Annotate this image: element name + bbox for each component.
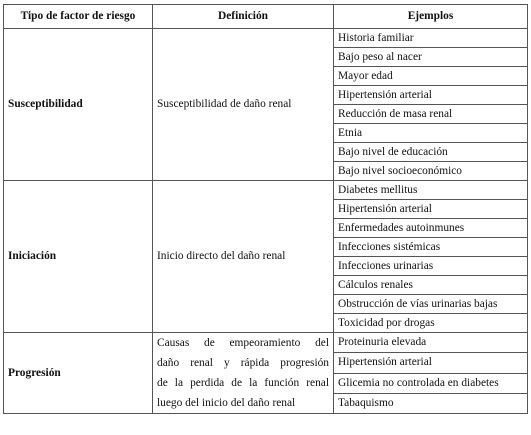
example-cell: Mayor edad xyxy=(334,67,528,86)
header-row xyxy=(4,5,528,29)
header-definition: Definición xyxy=(153,5,334,29)
example-cell: Hipertensión arterial xyxy=(334,200,528,219)
definition-line: Causas de empeoramiento del xyxy=(157,337,329,349)
definition-line: daño renal y rápida progresión xyxy=(157,357,329,369)
example-cell: Cálculos renales xyxy=(334,276,528,295)
example-cell: Toxicidad por drogas xyxy=(334,314,528,333)
header-factor-type: Tipo de factor de riesgo xyxy=(4,5,153,29)
factor-type-cell: Susceptibilidad xyxy=(4,29,153,181)
example-cell: Etnia xyxy=(334,124,528,143)
definition-cell xyxy=(153,333,334,414)
example-cell: Infecciones urinarias xyxy=(334,257,528,276)
example-cell: Infecciones sistémicas xyxy=(334,238,528,257)
factor-type-cell: Iniciación xyxy=(4,181,153,333)
example-cell: Reducción de masa renal xyxy=(334,105,528,124)
example-cell: Tabaquismo xyxy=(334,393,528,413)
example-cell: Enfermedades autoinmunes xyxy=(334,219,528,238)
table-row xyxy=(4,29,528,48)
example-cell: Diabetes mellitus xyxy=(334,181,528,200)
table-row xyxy=(4,181,528,200)
example-cell: Bajo nivel de educación xyxy=(334,143,528,162)
example-cell: Glicemia no controlada en diabetes xyxy=(334,373,528,393)
example-cell: Proteinuria elevada xyxy=(334,333,528,353)
example-cell: Bajo nivel socioeconómico xyxy=(334,162,528,181)
example-cell: Hipertensión arterial xyxy=(334,353,528,373)
table-body xyxy=(4,29,528,414)
definition-line: luego del inicio del daño renal xyxy=(157,397,296,409)
definition-line: Inicio directo del daño renal xyxy=(157,250,286,262)
definition-cell xyxy=(153,29,334,181)
definition-line: de la perdida de la función renal xyxy=(157,377,329,389)
example-cell: Hipertensión arterial xyxy=(334,86,528,105)
risk-factor-table xyxy=(3,4,528,414)
factor-type-cell: Progresión xyxy=(4,333,153,414)
header-examples: Ejemplos xyxy=(334,5,528,29)
example-cell: Obstrucción de vías urinarias bajas xyxy=(334,295,528,314)
definition-cell xyxy=(153,181,334,333)
table-row xyxy=(4,333,528,353)
definition-line: Susceptibilidad de daño renal xyxy=(157,98,292,110)
example-cell: Historia familiar xyxy=(334,29,528,48)
example-cell: Bajo peso al nacer xyxy=(334,48,528,67)
